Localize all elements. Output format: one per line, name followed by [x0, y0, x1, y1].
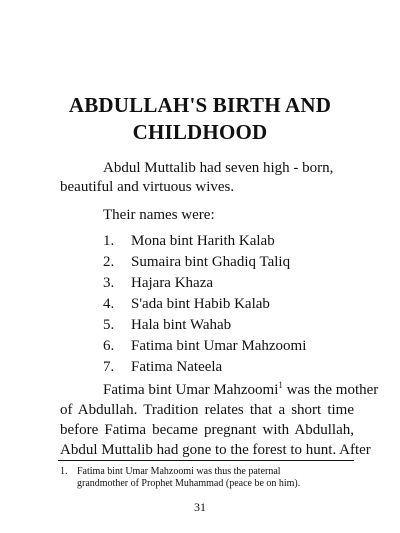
- page-number: 31: [194, 500, 206, 514]
- footnote-reference: 1: [278, 380, 283, 390]
- footnote-divider: [58, 460, 354, 461]
- footnote-line-2: grandmother of Prophet Muhammad (peace be on him).: [77, 478, 301, 489]
- footnote-number: 1.: [60, 466, 68, 477]
- list-item-name: Hala bint Wahab: [131, 317, 232, 333]
- chapter-title-line-2: CHILDHOOD: [132, 120, 268, 144]
- list-item-name: Hajara Khaza: [131, 275, 214, 291]
- list-item-number: 3.: [103, 275, 115, 291]
- names-heading: Their names were:: [103, 207, 215, 223]
- list-item-number: 1.: [103, 233, 115, 249]
- list-item-name: Mona bint Harith Kalab: [131, 233, 275, 249]
- paragraph-line-2: of Abdullah. Tradition relates that a short time: [60, 402, 354, 418]
- paragraph-line-1-b: was the mother: [282, 382, 379, 398]
- chapter-title-line-1: ABDULLAH'S BIRTH AND: [68, 93, 332, 117]
- list-item-number: 6.: [103, 338, 115, 354]
- list-item-number: 4.: [103, 296, 115, 312]
- footnote-text-1: Fatima bint Umar Mahzoomi was thus the paternal: [77, 466, 281, 477]
- intro-line-2: beautiful and virtuous wives.: [60, 179, 235, 195]
- paragraph-line-1-a: Fatima bint Umar Mahzoomi: [103, 382, 279, 398]
- list-item-name: Fatima bint Umar Mahzoomi: [131, 338, 307, 354]
- list-item-number: 7.: [103, 359, 115, 375]
- paragraph-line-3: before Fatima became pregnant with Abdullah,: [60, 422, 354, 438]
- list-item-name: Fatima Nateela: [131, 359, 223, 375]
- list-item-number: 2.: [103, 254, 115, 270]
- list-item-number: 5.: [103, 317, 115, 333]
- list-item-name: Sumaira bint Ghadiq Taliq: [131, 254, 291, 270]
- list-item-name: S'ada bint Habib Kalab: [131, 296, 270, 312]
- intro-line-1: Abdul Muttalib had seven high - born,: [103, 160, 334, 176]
- paragraph-line-4: Abdul Muttalib had gone to the forest to hunt. After: [60, 442, 371, 458]
- paragraph-line-1: [103, 380, 379, 400]
